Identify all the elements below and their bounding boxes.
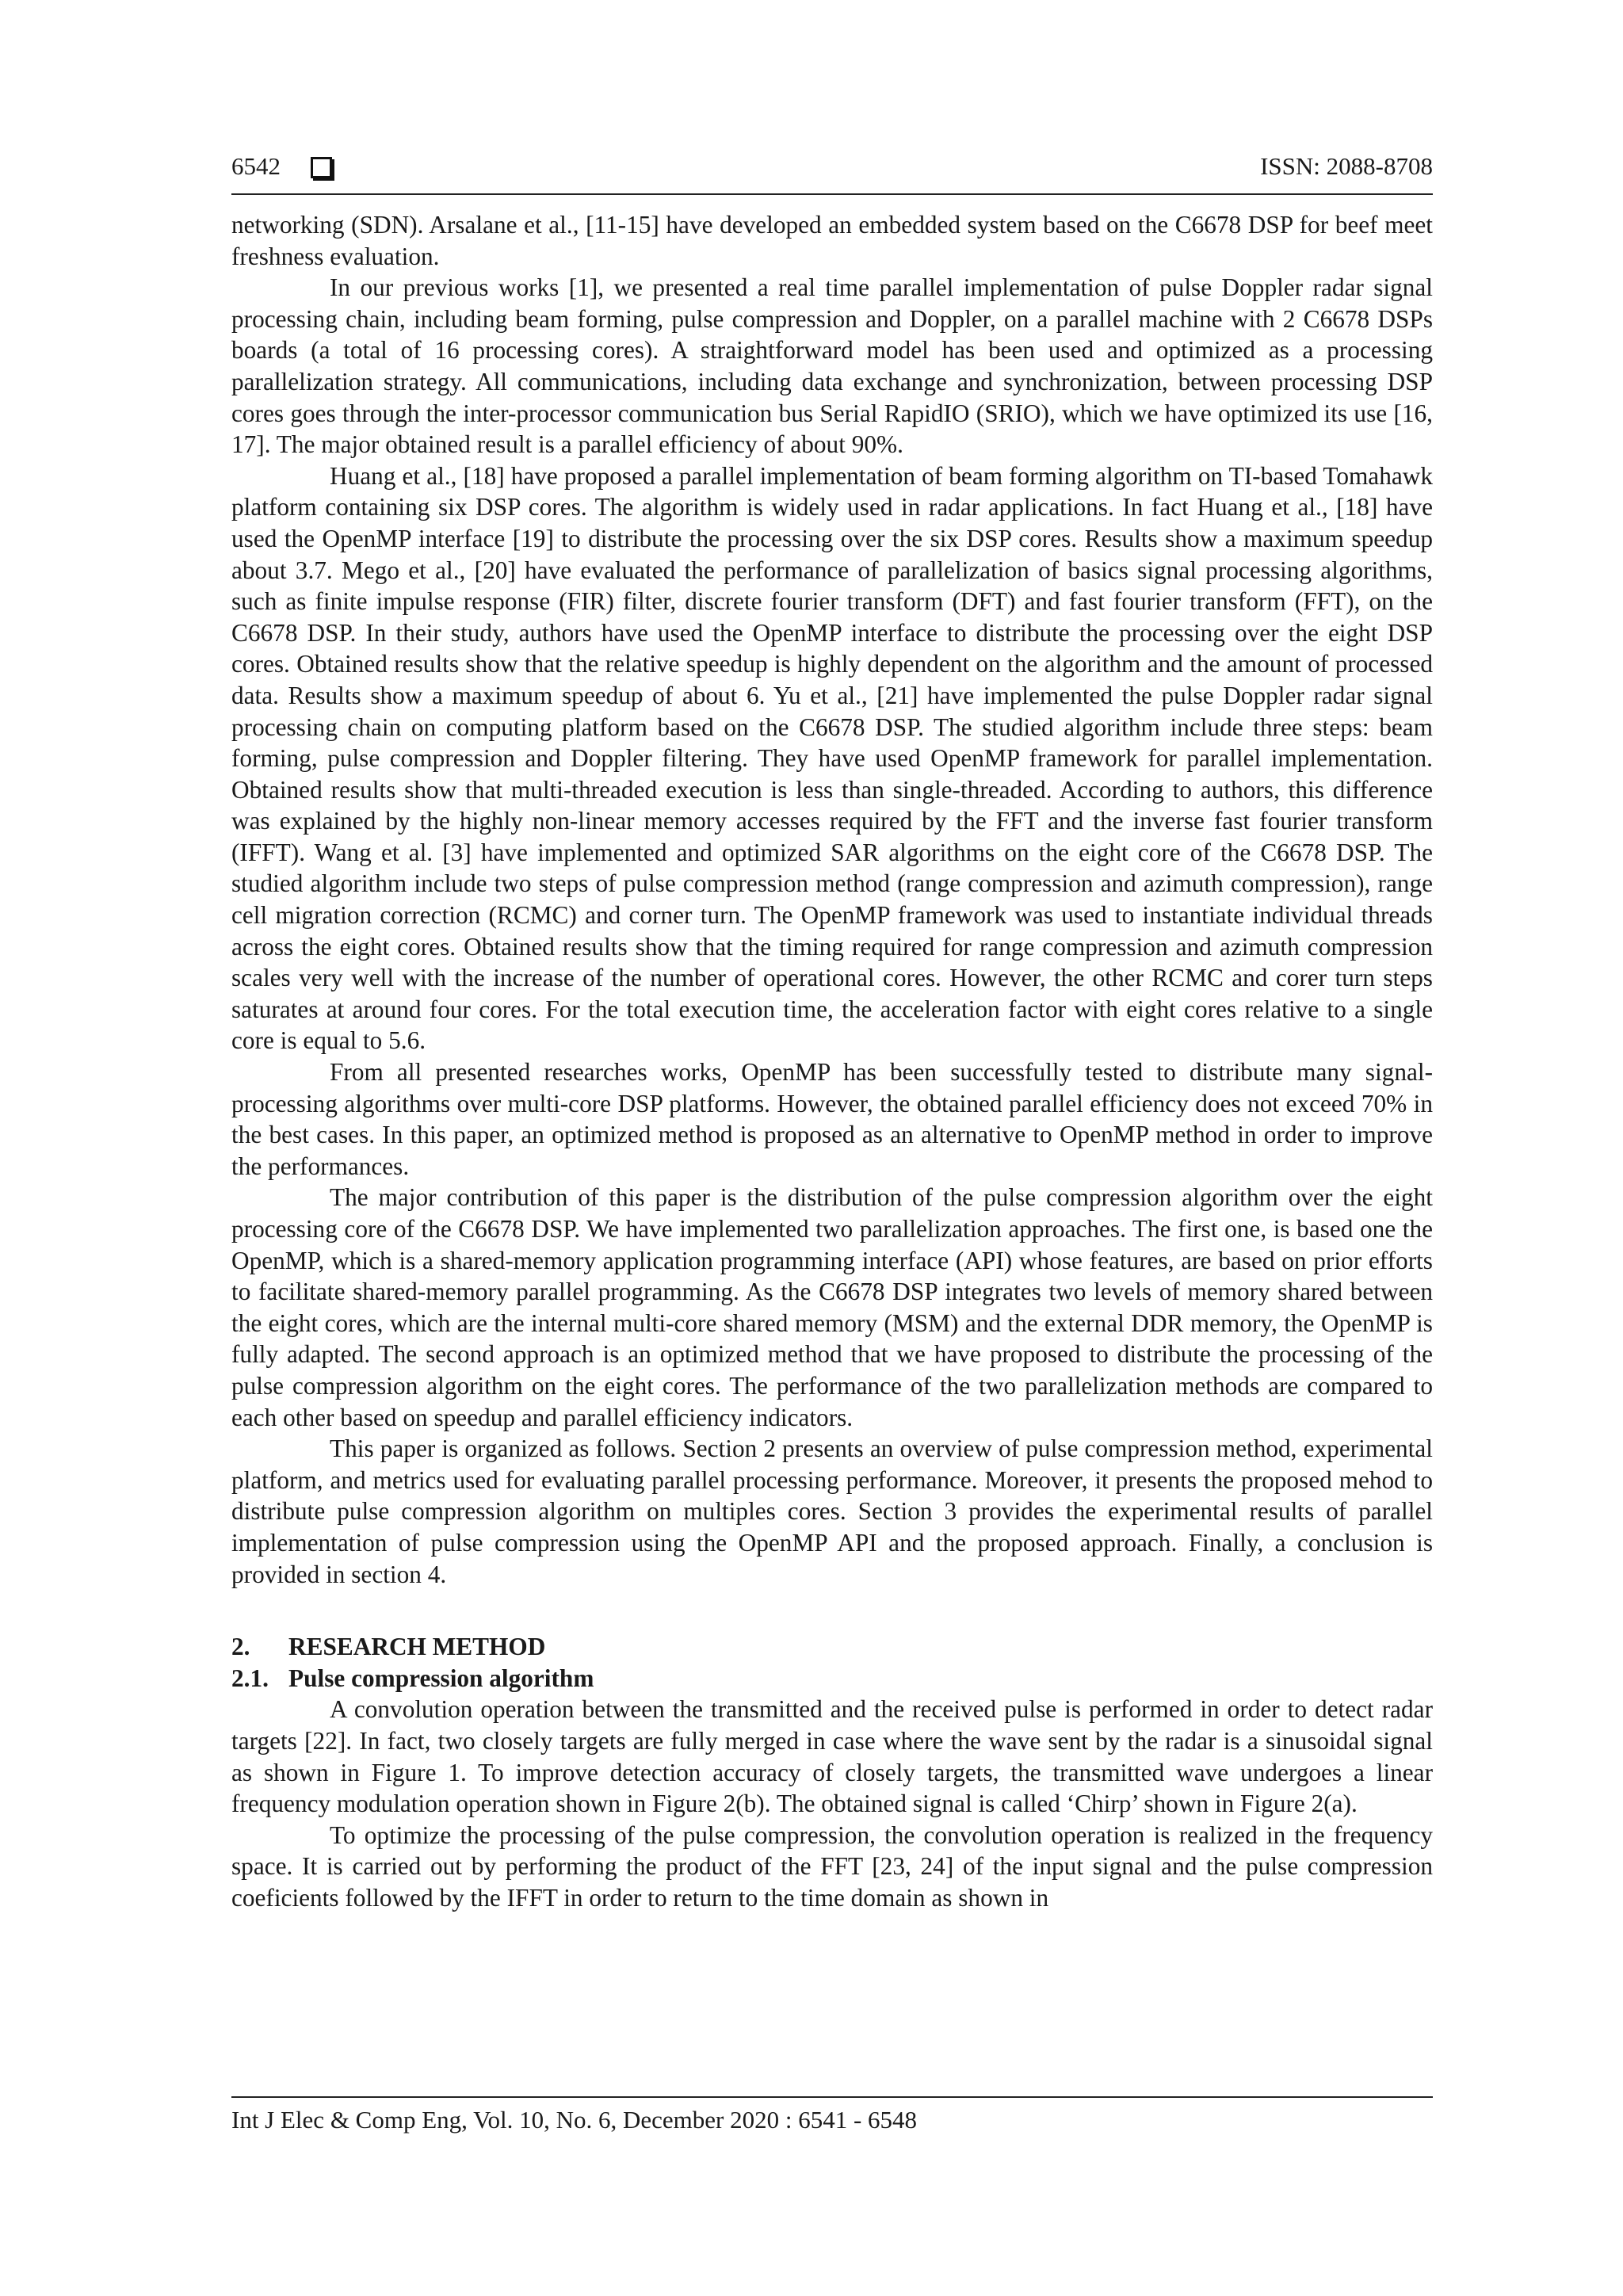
page-footer	[231, 2096, 1433, 2136]
paragraph: Huang et al., [18] have proposed a parallel implementation of beam forming algorithm on TI-based Tomahawk platform containing six DSP cores. The algorithm is widely used in radar applications. In fact Huang et al., [18] have used the OpenMP interface [19] to distribute the processing over the six DSP cores. Results show a maximum speedup about 3.7. Mego et al., [20] have evaluated the performance of parallelization of basics signal processing algorithms, such as finite impulse response (FIR) filter, discrete fourier transform (DFT) and fast fourier transform (FFT), on the C6678 DSP. In their study, authors have used the OpenMP interface to distribute the processing over the eight DSP cores. Obtained results show that the relative speedup is highly dependent on the algorithm and the amount of processed data. Results show a maximum speedup of about 6. Yu et al., [21] have implemented the pulse Doppler radar signal processing chain on computing platform based on the C6678 DSP. The studied algorithm include three steps: beam forming, pulse compression and Doppler filtering. They have used OpenMP framework for parallel implementation. Obtained results show that multi-threaded execution is less than single-threaded. According to authors, this difference was explained by the highly non-linear memory accesses required by the FFT and the inverse fast fourier transform (IFFT). Wang et al. [3] have implemented and optimized SAR algorithms on the eight core of the C6678 DSP. The studied algorithm include two steps of pulse compression method (range compression and azimuth compression), range cell migration correction (RCMC) and corner turn. The OpenMP framework was used to instantiate individual threads across the eight cores. Obtained results show that the timing required for range compression and azimuth compression scales very well with the increase of the number of operational cores. However, the other RCMC and corer turn steps saturates at around four cores. For the total execution time, the acceleration factor with eight cores relative to a single core is equal to 5.6.	[231, 461, 1433, 1055]
paragraph: From all presented researches works, OpenMP has been successfully tested to distribute many signal-processing algorithms over multi-core DSP platforms. However, the obtained parallel efficiency does not exceed 70% in the best cases. In this paper, an optimized method is proposed as an alternative to OpenMP method in order to improve the performances.	[231, 1058, 1433, 1180]
footer-citation: Int J Elec & Comp Eng, Vol. 10, No. 6, December 2020 : 6541 - 6548	[231, 2106, 918, 2134]
paragraph: networking (SDN). Arsalane et al., [11-15] have developed an embedded system based on the C6678 DSP for beef meet freshness evaluation.	[231, 211, 1433, 270]
paragraph: To optimize the processing of the pulse compression, the convolution operation is realized in the frequency space. It is carried out by performing the product of the FFT [23, 24] of the input signal and the pulse compression coeficients followed by the IFFT in order to return to the time domain as shown in	[231, 1820, 1433, 1912]
paragraph: This paper is organized as follows. Section 2 presents an overview of pulse compression method, experimental platform, and metrics used for evaluating parallel processing performance. Moreover, it presents the proposed mehod to distribute pulse compression algorithm on multiples cores. Section 3 provides the experimental results of parallel implementation of pulse compression using the OpenMP API and the proposed approach. Finally, a conclusion is provided in section 4.	[231, 1435, 1433, 1588]
issn: ISSN: 2088-8708	[1260, 152, 1433, 180]
subsection-number: 2.1.	[231, 1664, 269, 1692]
section-heading	[231, 1631, 1433, 1663]
section-title: RESEARCH METHOD	[288, 1633, 546, 1661]
page-content	[231, 151, 1433, 1913]
subsection-title: Pulse compression algorithm	[288, 1664, 594, 1692]
header-left	[231, 151, 332, 182]
box-icon	[311, 157, 332, 178]
page-number: 6542	[231, 152, 281, 180]
body-text	[231, 209, 1433, 1913]
page-header	[231, 151, 1433, 195]
subsection-heading	[231, 1663, 1433, 1694]
paragraph: In our previous works [1], we presented a real time parallel implementation of pulse Doppler radar signal processing chain, including beam forming, pulse compression and Doppler, on a parallel machine with 2 C6678 DSPs boards (a total of 16 processing cores). A straightforward model has been used and optimized as a processing parallelization strategy. All communications, including data exchange and synchronization, between processing DSP cores goes through the inter-processor communication bus Serial RapidIO (SRIO), which we have optimized its use [16, 17]. The major obtained result is a parallel efficiency of about 90%.	[231, 273, 1433, 459]
section-number: 2.	[231, 1633, 250, 1661]
paragraph: A convolution operation between the transmitted and the received pulse is performed in order to detect radar targets [22]. In fact, two closely targets are fully merged in case where the wave sent by the radar is a sinusoidal signal as shown in Figure 1. To improve detection accuracy of closely targets, the transmitted wave undergoes a linear frequency modulation operation shown in Figure 2(b). The obtained signal is called ‘Chirp’ shown in Figure 2(a).	[231, 1695, 1433, 1818]
paragraph: The major contribution of this paper is the distribution of the pulse compression algorithm over the eight processing core of the C6678 DSP. We have implemented two parallelization approaches. The first one, is based one the OpenMP, which is a shared-memory application programming interface (API) whose features, are based on prior efforts to facilitate shared-memory parallel programming. As the C6678 DSP integrates two levels of memory shared between the eight cores, which are the internal multi-core shared memory (MSM) and the external DDR memory, the OpenMP is fully adapted. The second approach is an optimized method that we have proposed to distribute the processing of the pulse compression algorithm on the eight cores. The performance of the two parallelization methods are compared to each other based on speedup and parallel efficiency indicators.	[231, 1183, 1433, 1431]
